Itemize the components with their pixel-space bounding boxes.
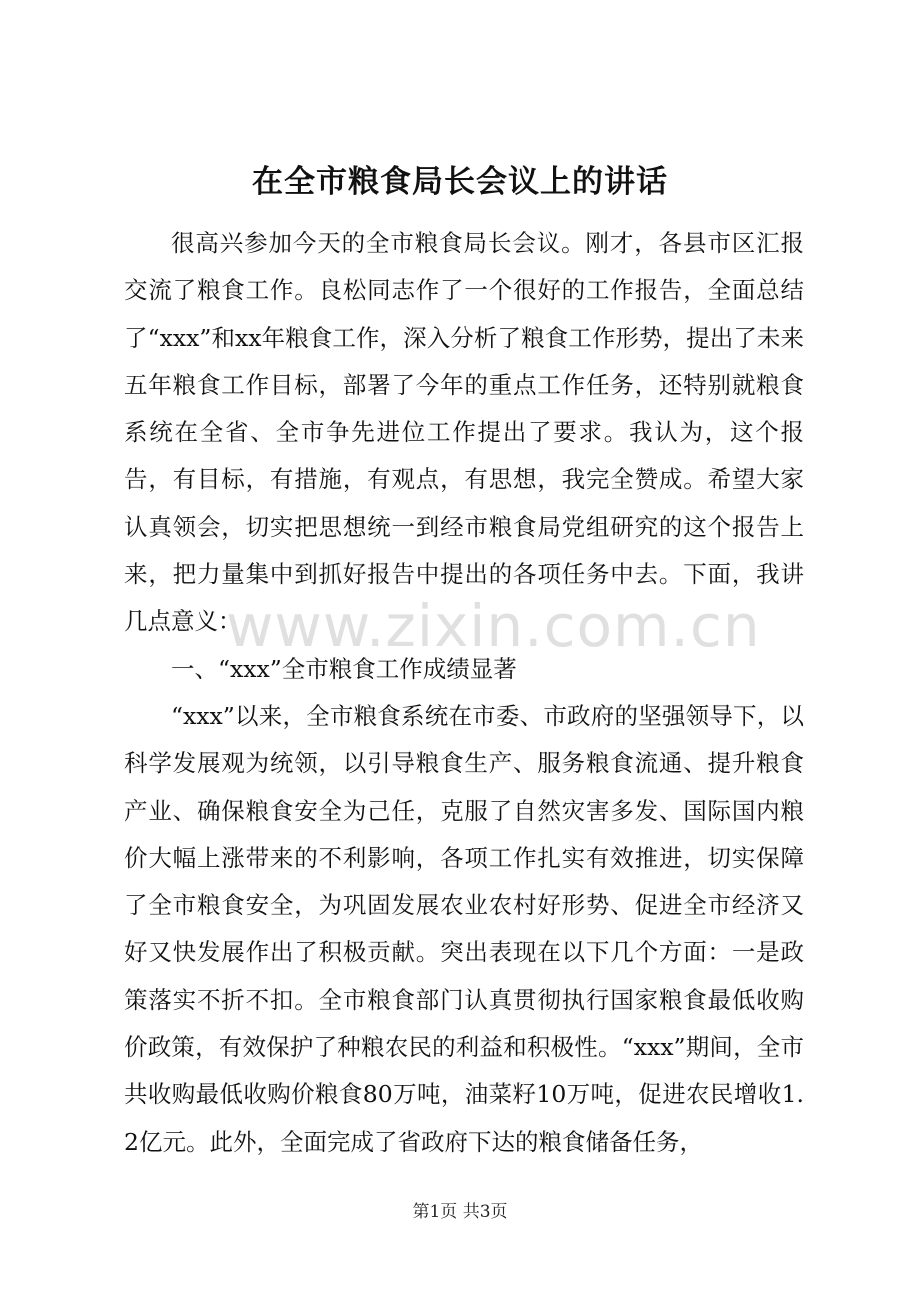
watermark: www.zixin.com.cn bbox=[226, 592, 761, 660]
document-body bbox=[124, 220, 804, 1166]
section-heading: 一、“xxx”全市粮食工作成绩显著 bbox=[171, 654, 517, 683]
document-title: 在全市粮食局长会议上的讲话 bbox=[252, 164, 668, 200]
page-footer: 第1页 共3页 bbox=[412, 1202, 508, 1222]
section-paragraph: “xxx”以来，全市粮食系统在市委、市政府的坚强领导下，以科学发展观为统领，以引导粮食生产、服务粮食流通、提升粮食产业、确保粮食安全为己任，克服了自然灾害多发、国际国内粮价大幅上涨带来的不利影响，各项工作扎实有效推进，切实保障了全市粮食安全，为巩固发展农业农村好形势、促进全市经济又好又快发展作出了积极贡献。突出表现在以下几个方面：一是政策落实不折不扣。全市粮食部门认真贯彻执行国家粮食最低收购价政策，有效保护了种粮农民的利益和积极性。“xxx”期间，全市共收购最低收购价粮食80万吨，油菜籽10万吨，促进农民增收1.2亿元。此外，全面完成了省政府下达的粮食储备任务， bbox=[124, 701, 804, 1156]
intro-paragraph: 很高兴参加今天的全市粮食局长会议。刚才，各县市区汇报交流了粮食工作。良松同志作了一个很好的工作报告，全面总结了“xxx”和xx年粮食工作，深入分析了粮食工作形势，提出了未来五年粮食工作目标，部署了今年的重点工作任务，还特别就粮食系统在全省、全市争先进位工作提出了要求。我认为，这个报告，有目标，有措施，有观点，有思想，我完全赞成。希望大家认真领会，切实把思想统一到经市粮食局党组研究的这个报告上来，把力量集中到抓好报告中提出的各项任务中去。下面，我讲几点意义： bbox=[124, 229, 804, 636]
